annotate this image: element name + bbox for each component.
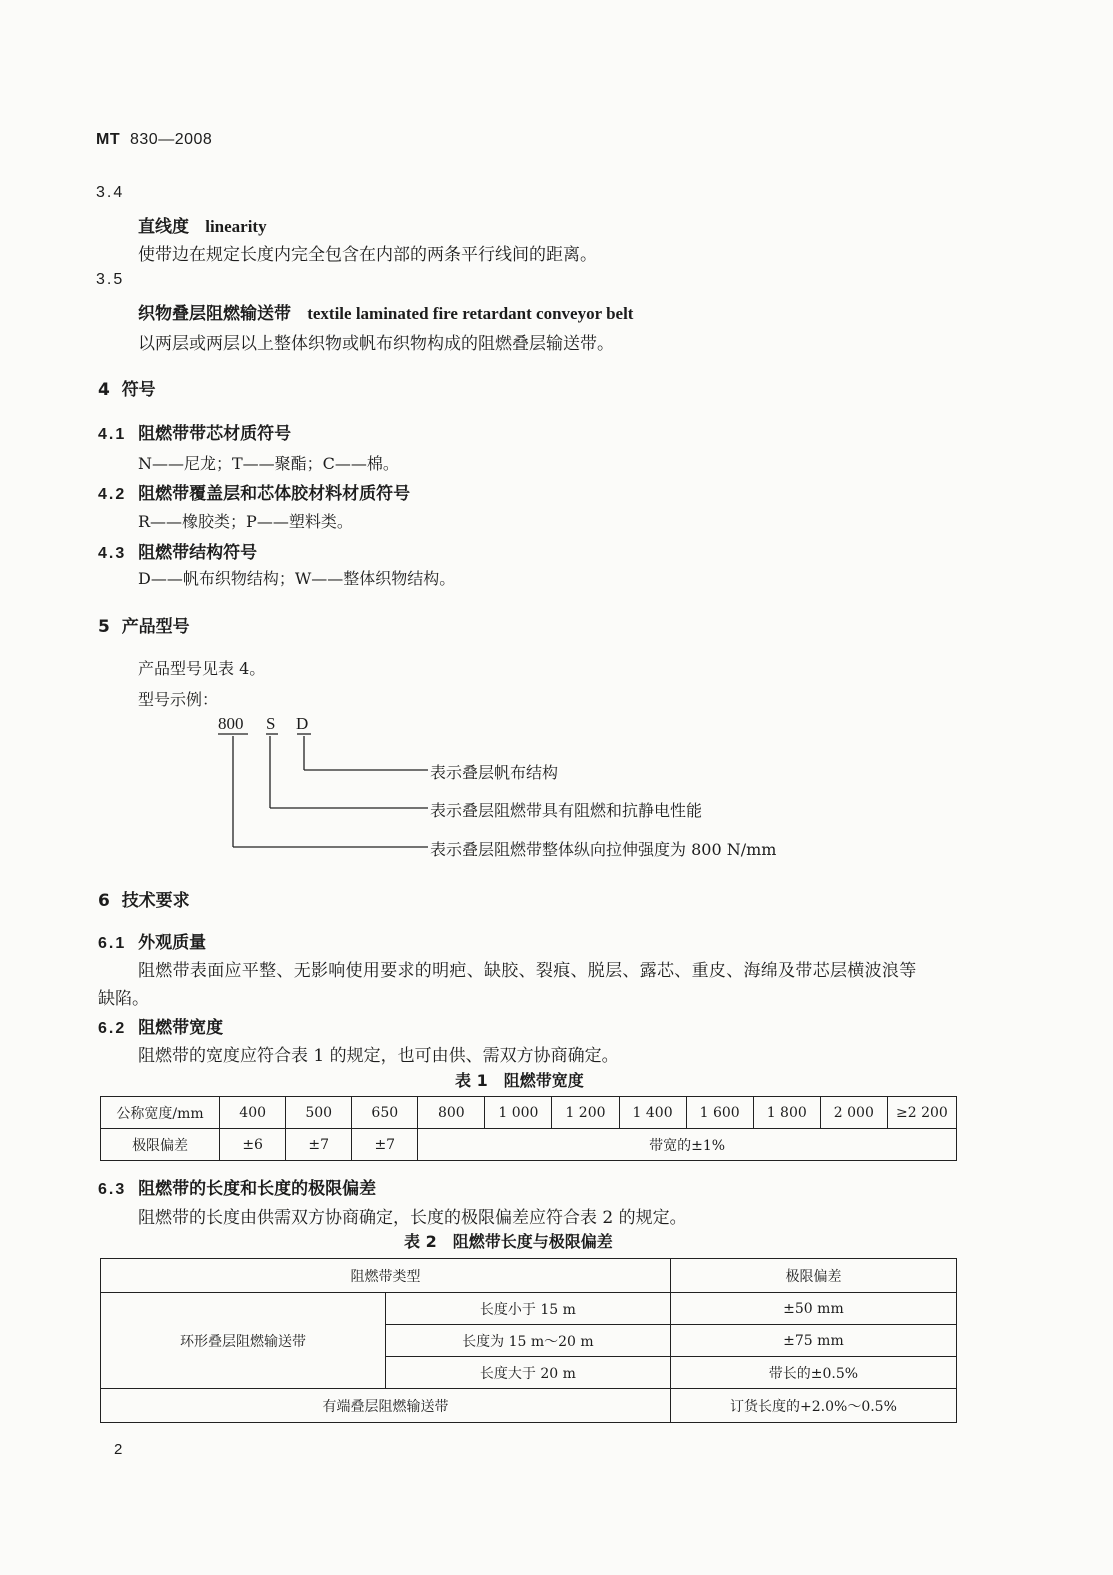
table-2-header-row — [101, 1259, 957, 1293]
clause-3-4-number: 3.4 — [96, 184, 125, 201]
standard-number: 830—2008 — [130, 131, 213, 148]
table-cell: ±50 mm — [670, 1293, 956, 1325]
table-1 — [100, 1096, 957, 1161]
clause-6-3-heading: 6.3 阻燃带的长度和长度的极限偏差 — [98, 1179, 377, 1199]
example-desc-800: 表示叠层阻燃带整体纵向拉伸强度为 800 N/mm — [430, 840, 777, 859]
table-cell: 环形叠层阻燃输送带 — [101, 1293, 386, 1389]
table-1-row-width — [101, 1097, 957, 1129]
table-cell: 长度大于 20 m — [385, 1357, 670, 1389]
page-number: 2 — [114, 1441, 123, 1458]
table-header-cell: 阻燃带类型 — [101, 1259, 671, 1293]
clause-3-5-definition: 以两层或两层以上整体织物或帆布织物构成的阻燃叠层输送带。 — [138, 334, 614, 354]
table-cell: 极限偏差 — [101, 1129, 220, 1161]
section-5-heading: 5 产品型号 — [98, 617, 190, 637]
table-header-cell: 极限偏差 — [670, 1259, 956, 1293]
table-row — [101, 1293, 957, 1325]
table-cell: 1 600 — [686, 1097, 753, 1129]
table-cell: 带长的±0.5% — [670, 1357, 956, 1389]
clause-6-2-body: 阻燃带的宽度应符合表 1 的规定，也可由供、需双方协商确定。 — [138, 1046, 619, 1066]
table-1-row-deviation — [101, 1129, 957, 1161]
term-cn: 织物叠层阻燃输送带 — [138, 304, 291, 324]
clause-3-5-number: 3.5 — [96, 271, 125, 288]
table-cell: 2 000 — [820, 1097, 887, 1129]
example-desc-s: 表示叠层阻燃带具有阻燃和抗静电性能 — [430, 801, 703, 820]
clause-4-2-body: R——橡胶类；P——塑料类。 — [138, 512, 353, 531]
term-en: textile laminated fire retardant conveyor belt — [307, 304, 634, 323]
clause-4-1-heading: 4.1 阻燃带带芯材质符号 — [98, 424, 292, 444]
table-cell: 1 000 — [485, 1097, 552, 1129]
clause-6-1-body-line2: 缺陷。 — [98, 989, 149, 1009]
table-cell: 带宽的±1% — [418, 1129, 957, 1161]
table-cell: ±7 — [352, 1129, 418, 1161]
table-cell: ±7 — [286, 1129, 352, 1161]
clause-6-3-body: 阻燃带的长度由供需双方协商确定，长度的极限偏差应符合表 2 的规定。 — [138, 1208, 687, 1228]
table-cell: 400 — [220, 1097, 286, 1129]
table-cell: 650 — [352, 1097, 418, 1129]
table-cell: 1 200 — [552, 1097, 619, 1129]
table-2 — [100, 1258, 957, 1423]
clause-6-1-body-line1: 阻燃带表面应平整、无影响使用要求的明疤、缺胶、裂痕、脱层、露芯、重皮、海绵及带芯层横波浪等 — [138, 961, 917, 981]
term-en: linearity — [205, 217, 267, 236]
table-cell: 长度为 15 m～20 m — [385, 1325, 670, 1357]
clause-6-2-heading: 6.2 阻燃带宽度 — [98, 1018, 224, 1038]
term-cn: 直线度 — [138, 217, 189, 237]
table-cell: 1 800 — [753, 1097, 820, 1129]
table-2-caption: 表 2 阻燃带长度与极限偏差 — [404, 1232, 613, 1251]
table-1-caption: 表 1 阻燃带宽度 — [455, 1071, 584, 1090]
section-6-heading: 6 技术要求 — [98, 891, 190, 911]
clause-3-4-definition: 使带边在规定长度内完全包含在内部的两条平行线间的距离。 — [138, 245, 597, 265]
example-desc-d: 表示叠层帆布结构 — [430, 763, 559, 782]
table-cell: ±75 mm — [670, 1325, 956, 1357]
clause-4-1-body: N——尼龙；T——聚酯；C——棉。 — [138, 454, 399, 473]
clause-4-3-heading: 4.3 阻燃带结构符号 — [98, 543, 258, 563]
section-5-para-1: 产品型号见表 4。 — [138, 659, 266, 678]
table-cell: ≥2 200 — [887, 1097, 956, 1129]
table-row — [101, 1389, 957, 1423]
clause-4-2-heading: 4.2 阻燃带覆盖层和芯体胶材料材质符号 — [98, 484, 411, 504]
clause-4-3-body: D——帆布织物结构；W——整体织物结构。 — [138, 569, 456, 588]
example-code-800: 800 — [218, 714, 244, 733]
table-cell: 订货长度的+2.0%～0.5% — [670, 1389, 956, 1423]
table-cell: 长度小于 15 m — [385, 1293, 670, 1325]
table-cell: 800 — [418, 1097, 485, 1129]
table-cell: 有端叠层阻燃输送带 — [101, 1389, 671, 1423]
table-cell: 500 — [286, 1097, 352, 1129]
table-cell: ±6 — [220, 1129, 286, 1161]
standard-code: MT — [96, 131, 121, 148]
table-cell: 1 400 — [619, 1097, 686, 1129]
table-cell: 公称宽度/mm — [101, 1097, 220, 1129]
section-4-heading: 4 符号 — [98, 380, 156, 400]
example-code-s: S — [266, 714, 276, 733]
example-code-d: D — [296, 714, 309, 733]
clause-6-1-heading: 6.1 外观质量 — [98, 933, 207, 953]
section-5-para-2: 型号示例： — [138, 690, 219, 709]
